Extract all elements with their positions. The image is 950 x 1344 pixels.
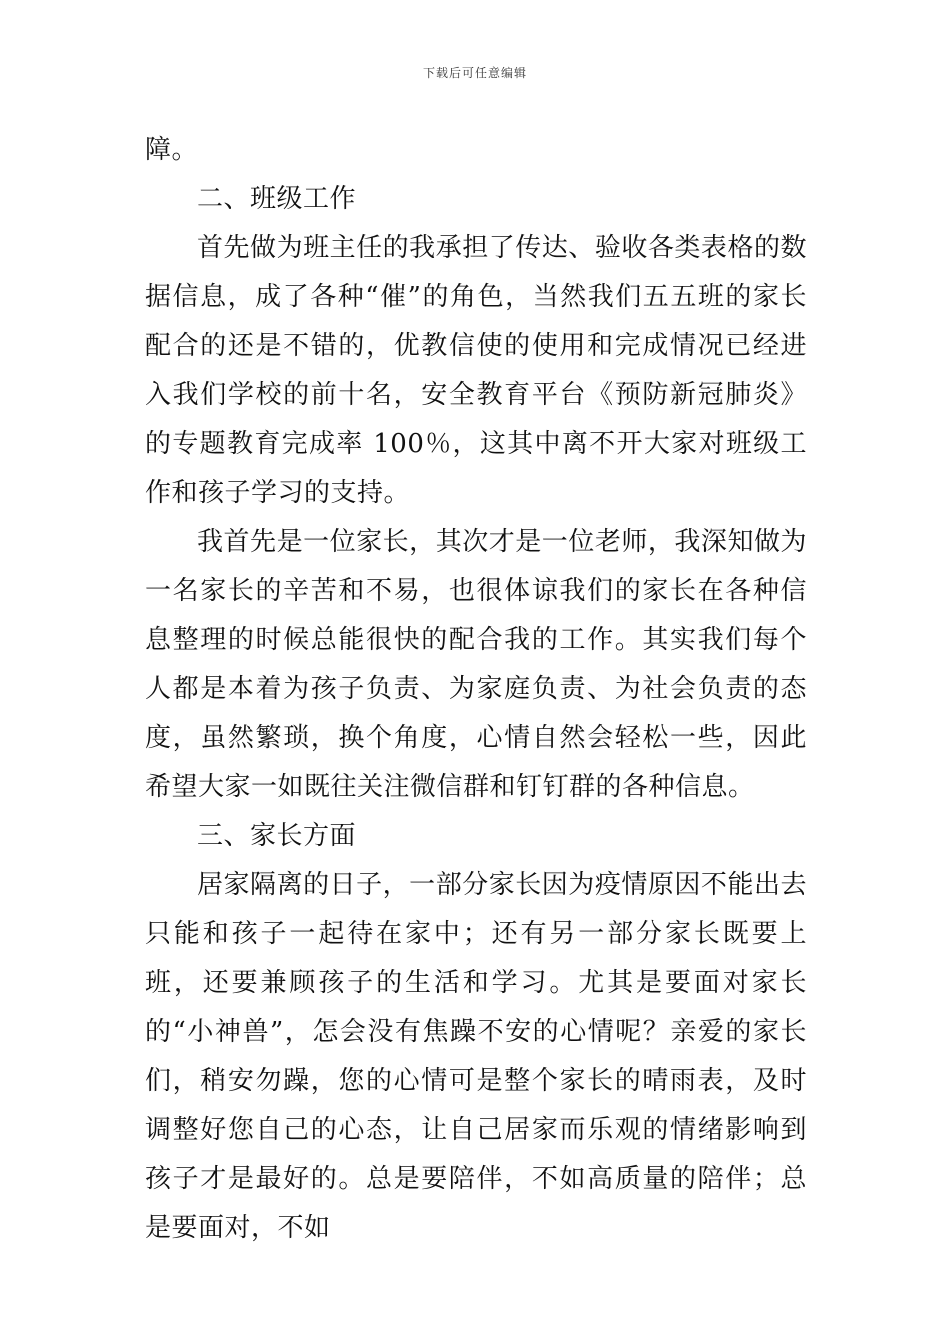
paragraph-class-work: 首先做为班主任的我承担了传达、验收各类表格的数据信息，成了各种“催”的角色，当然我们五五班的家长配合的还是不错的，优教信使的使用和完成情况已经进入我们学校的前十名，安全教育平台《预防新冠肺炎》的专题教育完成率 100％，这其中离不开大家对班级工作和孩子学习的支持。 <box>145 233 807 508</box>
header-note: 下载后可任意编辑 <box>422 66 527 80</box>
section-heading-class-work: 二、班级工作 <box>197 184 357 214</box>
document-body <box>145 126 807 1253</box>
section-heading-parents: 三、家长方面 <box>197 821 357 851</box>
paragraph-continuation: 障。 <box>145 135 199 165</box>
paragraph-parent-teacher: 我首先是一位家长，其次才是一位老师，我深知做为一名家长的辛苦和不易，也很体谅我们的家长在各种信息整理的时候总能很快的配合我的工作。其实我们每个人都是本着为孩子负责、为家庭负责、为社会负责的态度，虽然繁琐，换个角度，心情自然会轻松一些，因此希望大家一如既往关注微信群和钉钉群的各种信息。 <box>145 527 807 802</box>
paragraph-parents: 居家隔离的日子，一部分家长因为疫情原因不能出去只能和孩子一起待在家中；还有另一部分家长既要上班，还要兼顾孩子的生活和学习。尤其是要面对家长的“小神兽”，怎会没有焦躁不安的心情呢？亲爱的家长们，稍安勿躁，您的心情可是整个家长的晴雨表，及时调整好您自己的心态，让自己居家而乐观的情绪影响到孩子才是最好的。总是要陪伴，不如高质量的陪伴；总是要面对，不如 <box>145 870 807 1243</box>
